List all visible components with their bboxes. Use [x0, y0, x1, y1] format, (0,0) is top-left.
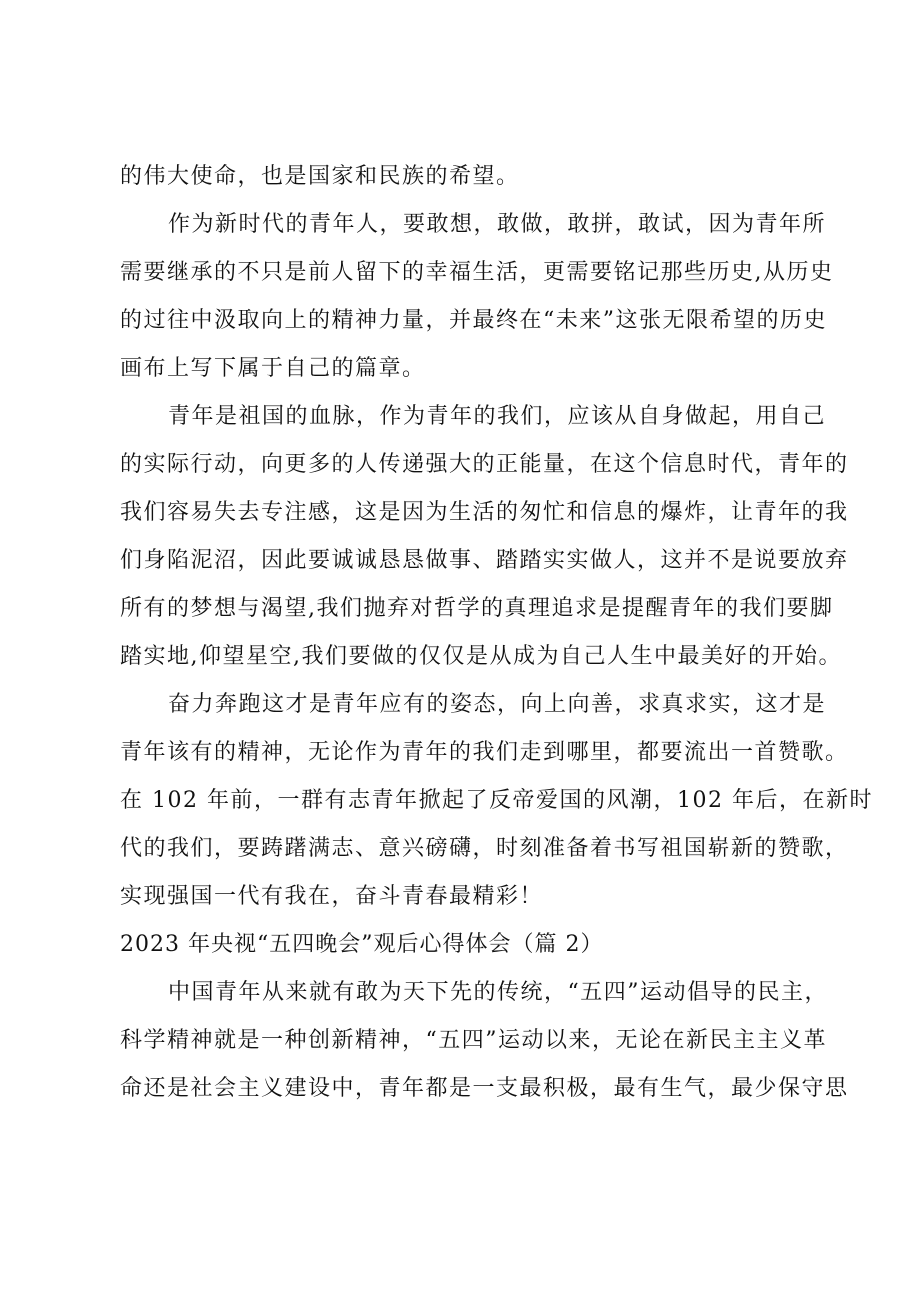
paragraph-first-line: 作为新时代的青年人，要敢想，敢做，敢拼，敢试，因为青年所 — [168, 212, 827, 237]
text-line: 青年该有的精神，无论作为青年的我们走到哪里，都要流出一首赞歌。 — [120, 740, 849, 765]
paragraph-first-line: 中国青年从来就有敢为天下先的传统，“五四”运动倡导的民主， — [168, 980, 828, 1005]
text-line: 命还是社会主义建设中，青年都是一支最积极，最有生气，最少保守思 — [120, 1076, 849, 1101]
section-heading: 2023 年央视“五四晚会”观后心得体会（篇 2） — [120, 932, 604, 957]
text-line: 的实际行动，向更多的人传递强大的正能量，在这个信息时代，青年的 — [120, 452, 849, 477]
paragraph-first-line: 奋力奔跑这才是青年应有的姿态，向上向善，求真求实，这才是 — [168, 692, 827, 717]
text-line: 需要继承的不只是前人留下的幸福生活，更需要铭记那些历史,从历史 — [120, 260, 834, 285]
paragraph-first-line: 青年是祖国的血脉，作为青年的我们，应该从自身做起，用自己 — [168, 404, 827, 429]
text-line: 的伟大使命，也是国家和民族的希望。 — [120, 164, 520, 189]
text-line: 在 102 年前，一群有志青年掀起了反帝爱国的风潮，102 年后，在新时 — [120, 788, 873, 813]
text-line: 画布上写下属于自己的篇章。 — [120, 356, 426, 381]
text-line: 踏实地,仰望星空,我们要做的仅仅是从成为自己人生中最美好的开始。 — [120, 644, 842, 669]
text-line: 的过往中汲取向上的精神力量，并最终在“未来”这张无限希望的历史 — [120, 308, 827, 333]
text-line: 代的我们，要踌躇满志、意兴磅礴，时刻准备着书写祖国崭新的赞歌， — [120, 836, 849, 861]
text-line: 所有的梦想与渴望,我们抛弃对哲学的真理追求是提醒青年的我们要脚 — [120, 596, 834, 621]
text-line: 们身陷泥沼，因此要诚诚恳恳做事、踏踏实实做人，这并不是说要放弃 — [120, 548, 849, 573]
text-line: 实现强国一代有我在，奋斗青春最精彩！ — [120, 884, 544, 909]
text-line: 我们容易失去专注感，这是因为生活的匆忙和信息的爆炸，让青年的我 — [120, 500, 849, 525]
text-line: 科学精神就是一种创新精神，“五四”运动以来，无论在新民主主义革 — [120, 1028, 827, 1053]
